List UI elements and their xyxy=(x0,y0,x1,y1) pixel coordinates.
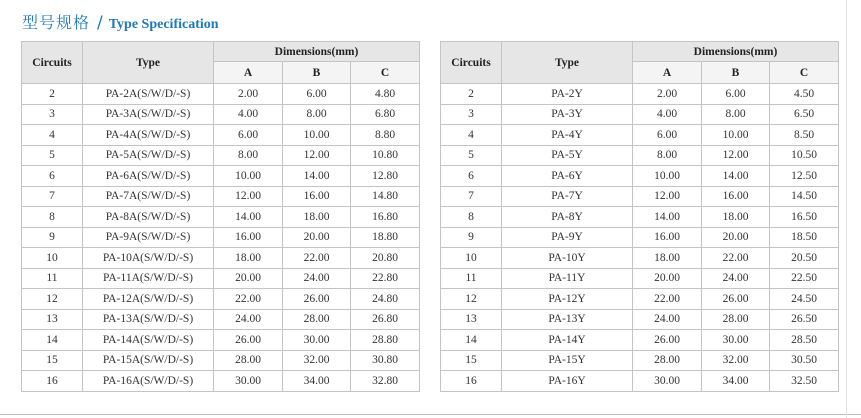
right-divider xyxy=(846,0,847,418)
spec-table-right-body xyxy=(441,84,839,392)
table-row xyxy=(441,125,839,146)
cell-dim-a: 6.00 xyxy=(214,125,283,146)
table-row xyxy=(441,248,839,269)
cell-dim-c: 32.80 xyxy=(351,371,420,392)
cell-dim-b: 12.00 xyxy=(283,145,351,166)
cell-dim-c: 30.80 xyxy=(351,350,420,371)
cell-dim-b: 34.00 xyxy=(283,371,351,392)
cell-dim-b: 24.00 xyxy=(283,268,351,289)
spec-table-left-body xyxy=(22,84,420,392)
cell-dim-a: 28.00 xyxy=(214,350,283,371)
header-circuits: Circuits xyxy=(22,42,83,84)
cell-dim-a: 8.00 xyxy=(633,145,702,166)
cell-circuits: 5 xyxy=(22,145,83,166)
table-row xyxy=(22,104,420,125)
cell-dim-b: 20.00 xyxy=(283,227,351,248)
cell-type: PA-13A(S/W/D/-S) xyxy=(83,309,214,330)
cell-dim-c: 4.50 xyxy=(770,84,839,105)
cell-circuits: 12 xyxy=(441,289,502,310)
cell-type: PA-8Y xyxy=(502,207,633,228)
cell-dim-c: 10.50 xyxy=(770,145,839,166)
header-type: Type xyxy=(83,42,214,84)
spec-table-right xyxy=(440,41,839,392)
cell-dim-a: 4.00 xyxy=(214,104,283,125)
cell-dim-c: 4.80 xyxy=(351,84,420,105)
cell-dim-b: 14.00 xyxy=(283,166,351,187)
cell-dim-c: 30.50 xyxy=(770,350,839,371)
cell-dim-b: 8.00 xyxy=(702,104,770,125)
cell-dim-a: 2.00 xyxy=(633,84,702,105)
cell-dim-a: 18.00 xyxy=(214,248,283,269)
cell-dim-b: 34.00 xyxy=(702,371,770,392)
cell-dim-c: 14.80 xyxy=(351,186,420,207)
cell-dim-c: 18.50 xyxy=(770,227,839,248)
cell-dim-c: 20.80 xyxy=(351,248,420,269)
table-row xyxy=(22,309,420,330)
cell-type: PA-11Y xyxy=(502,268,633,289)
cell-dim-a: 14.00 xyxy=(214,207,283,228)
cell-dim-c: 26.50 xyxy=(770,309,839,330)
header-dimensions: Dimensions(mm) xyxy=(214,42,420,62)
page-title-chinese: 型号规格 xyxy=(22,13,91,32)
table-row xyxy=(441,186,839,207)
cell-dim-a: 20.00 xyxy=(633,268,702,289)
cell-dim-c: 8.80 xyxy=(351,125,420,146)
cell-dim-b: 30.00 xyxy=(702,330,770,351)
cell-dim-c: 16.50 xyxy=(770,207,839,228)
cell-type: PA-8A(S/W/D/-S) xyxy=(83,207,214,228)
cell-dim-b: 22.00 xyxy=(702,248,770,269)
table-row xyxy=(441,207,839,228)
cell-type: PA-4Y xyxy=(502,125,633,146)
table-row xyxy=(22,84,420,105)
header-circuits: Circuits xyxy=(441,42,502,84)
cell-type: PA-3A(S/W/D/-S) xyxy=(83,104,214,125)
cell-dim-b: 24.00 xyxy=(702,268,770,289)
cell-circuits: 14 xyxy=(22,330,83,351)
table-row xyxy=(22,350,420,371)
cell-dim-a: 2.00 xyxy=(214,84,283,105)
cell-circuits: 14 xyxy=(441,330,502,351)
cell-circuits: 7 xyxy=(441,186,502,207)
cell-dim-b: 28.00 xyxy=(702,309,770,330)
cell-type: PA-3Y xyxy=(502,104,633,125)
cell-dim-b: 10.00 xyxy=(702,125,770,146)
cell-dim-b: 6.00 xyxy=(283,84,351,105)
cell-circuits: 9 xyxy=(441,227,502,248)
table-row xyxy=(22,166,420,187)
table-row xyxy=(22,289,420,310)
cell-circuits: 2 xyxy=(22,84,83,105)
cell-type: PA-5Y xyxy=(502,145,633,166)
table-row xyxy=(441,227,839,248)
cell-type: PA-5A(S/W/D/-S) xyxy=(83,145,214,166)
cell-type: PA-12A(S/W/D/-S) xyxy=(83,289,214,310)
cell-dim-a: 30.00 xyxy=(633,371,702,392)
cell-dim-b: 6.00 xyxy=(702,84,770,105)
page-title-separator: / xyxy=(97,13,103,33)
cell-dim-b: 14.00 xyxy=(702,166,770,187)
cell-dim-b: 28.00 xyxy=(283,309,351,330)
table-row xyxy=(441,166,839,187)
cell-dim-c: 26.80 xyxy=(351,309,420,330)
header-dim-b: B xyxy=(702,62,770,84)
page-title xyxy=(22,10,219,33)
cell-circuits: 8 xyxy=(441,207,502,228)
cell-dim-a: 12.00 xyxy=(214,186,283,207)
table-row xyxy=(441,289,839,310)
cell-dim-c: 14.50 xyxy=(770,186,839,207)
cell-dim-c: 22.80 xyxy=(351,268,420,289)
cell-dim-a: 26.00 xyxy=(633,330,702,351)
cell-dim-a: 14.00 xyxy=(633,207,702,228)
cell-dim-a: 20.00 xyxy=(214,268,283,289)
table-row xyxy=(441,371,839,392)
cell-dim-b: 32.00 xyxy=(702,350,770,371)
cell-circuits: 11 xyxy=(22,268,83,289)
cell-dim-c: 24.50 xyxy=(770,289,839,310)
cell-dim-a: 26.00 xyxy=(214,330,283,351)
cell-dim-a: 16.00 xyxy=(214,227,283,248)
cell-type: PA-16A(S/W/D/-S) xyxy=(83,371,214,392)
cell-circuits: 15 xyxy=(441,350,502,371)
cell-dim-a: 16.00 xyxy=(633,227,702,248)
cell-type: PA-4A(S/W/D/-S) xyxy=(83,125,214,146)
cell-dim-a: 30.00 xyxy=(214,371,283,392)
table-row xyxy=(22,145,420,166)
cell-dim-c: 32.50 xyxy=(770,371,839,392)
header-dim-c: C xyxy=(351,62,420,84)
cell-dim-b: 30.00 xyxy=(283,330,351,351)
table-row xyxy=(441,330,839,351)
cell-dim-a: 8.00 xyxy=(214,145,283,166)
page-title-english: Type Specification xyxy=(108,17,219,32)
cell-dim-b: 22.00 xyxy=(283,248,351,269)
cell-circuits: 15 xyxy=(22,350,83,371)
cell-type: PA-6Y xyxy=(502,166,633,187)
cell-dim-c: 24.80 xyxy=(351,289,420,310)
cell-type: PA-10A(S/W/D/-S) xyxy=(83,248,214,269)
cell-circuits: 16 xyxy=(441,371,502,392)
cell-type: PA-13Y xyxy=(502,309,633,330)
cell-circuits: 10 xyxy=(22,248,83,269)
cell-dim-a: 4.00 xyxy=(633,104,702,125)
cell-circuits: 12 xyxy=(22,289,83,310)
cell-dim-c: 28.80 xyxy=(351,330,420,351)
cell-dim-a: 12.00 xyxy=(633,186,702,207)
cell-circuits: 3 xyxy=(441,104,502,125)
header-dim-a: A xyxy=(633,62,702,84)
cell-dim-a: 24.00 xyxy=(214,309,283,330)
table-row xyxy=(22,248,420,269)
cell-circuits: 13 xyxy=(22,309,83,330)
header-dimensions: Dimensions(mm) xyxy=(633,42,839,62)
cell-dim-c: 8.50 xyxy=(770,125,839,146)
table-row xyxy=(441,309,839,330)
cell-type: PA-11A(S/W/D/-S) xyxy=(83,268,214,289)
cell-type: PA-2Y xyxy=(502,84,633,105)
cell-type: PA-7Y xyxy=(502,186,633,207)
cell-dim-b: 16.00 xyxy=(702,186,770,207)
cell-dim-a: 6.00 xyxy=(633,125,702,146)
cell-dim-b: 18.00 xyxy=(702,207,770,228)
cell-dim-a: 10.00 xyxy=(633,166,702,187)
cell-type: PA-7A(S/W/D/-S) xyxy=(83,186,214,207)
cell-dim-c: 16.80 xyxy=(351,207,420,228)
cell-dim-c: 28.50 xyxy=(770,330,839,351)
table-row xyxy=(22,207,420,228)
cell-type: PA-9Y xyxy=(502,227,633,248)
cell-dim-b: 26.00 xyxy=(702,289,770,310)
cell-dim-b: 26.00 xyxy=(283,289,351,310)
cell-circuits: 8 xyxy=(22,207,83,228)
cell-dim-b: 16.00 xyxy=(283,186,351,207)
table-row xyxy=(22,371,420,392)
table-row xyxy=(22,186,420,207)
table-row xyxy=(22,125,420,146)
cell-circuits: 16 xyxy=(22,371,83,392)
cell-circuits: 4 xyxy=(22,125,83,146)
cell-dim-c: 12.50 xyxy=(770,166,839,187)
cell-circuits: 11 xyxy=(441,268,502,289)
cell-circuits: 5 xyxy=(441,145,502,166)
cell-dim-a: 22.00 xyxy=(633,289,702,310)
cell-circuits: 3 xyxy=(22,104,83,125)
header-dim-b: B xyxy=(283,62,351,84)
cell-type: PA-12Y xyxy=(502,289,633,310)
table-row xyxy=(441,84,839,105)
cell-circuits: 6 xyxy=(22,166,83,187)
cell-dim-b: 20.00 xyxy=(702,227,770,248)
cell-dim-a: 18.00 xyxy=(633,248,702,269)
cell-circuits: 13 xyxy=(441,309,502,330)
table-row xyxy=(441,350,839,371)
cell-dim-b: 8.00 xyxy=(283,104,351,125)
cell-dim-b: 10.00 xyxy=(283,125,351,146)
cell-dim-a: 22.00 xyxy=(214,289,283,310)
cell-circuits: 6 xyxy=(441,166,502,187)
cell-dim-c: 6.50 xyxy=(770,104,839,125)
cell-type: PA-14Y xyxy=(502,330,633,351)
cell-dim-c: 10.80 xyxy=(351,145,420,166)
table-row xyxy=(22,227,420,248)
cell-type: PA-2A(S/W/D/-S) xyxy=(83,84,214,105)
cell-dim-a: 10.00 xyxy=(214,166,283,187)
cell-dim-c: 6.80 xyxy=(351,104,420,125)
table-row xyxy=(441,145,839,166)
cell-dim-b: 18.00 xyxy=(283,207,351,228)
table-row xyxy=(441,268,839,289)
cell-type: PA-9A(S/W/D/-S) xyxy=(83,227,214,248)
cell-circuits: 2 xyxy=(441,84,502,105)
bottom-divider xyxy=(0,414,861,415)
cell-dim-a: 24.00 xyxy=(633,309,702,330)
cell-type: PA-15Y xyxy=(502,350,633,371)
header-dim-c: C xyxy=(770,62,839,84)
table-row xyxy=(441,104,839,125)
cell-type: PA-14A(S/W/D/-S) xyxy=(83,330,214,351)
cell-dim-b: 32.00 xyxy=(283,350,351,371)
cell-dim-b: 12.00 xyxy=(702,145,770,166)
cell-dim-c: 12.80 xyxy=(351,166,420,187)
cell-circuits: 10 xyxy=(441,248,502,269)
spec-table-left xyxy=(21,41,420,392)
cell-circuits: 9 xyxy=(22,227,83,248)
cell-type: PA-16Y xyxy=(502,371,633,392)
cell-type: PA-10Y xyxy=(502,248,633,269)
header-type: Type xyxy=(502,42,633,84)
cell-dim-a: 28.00 xyxy=(633,350,702,371)
cell-circuits: 4 xyxy=(441,125,502,146)
cell-dim-c: 18.80 xyxy=(351,227,420,248)
cell-type: PA-6A(S/W/D/-S) xyxy=(83,166,214,187)
cell-dim-c: 22.50 xyxy=(770,268,839,289)
table-row xyxy=(22,330,420,351)
header-dim-a: A xyxy=(214,62,283,84)
cell-type: PA-15A(S/W/D/-S) xyxy=(83,350,214,371)
cell-circuits: 7 xyxy=(22,186,83,207)
table-row xyxy=(22,268,420,289)
cell-dim-c: 20.50 xyxy=(770,248,839,269)
